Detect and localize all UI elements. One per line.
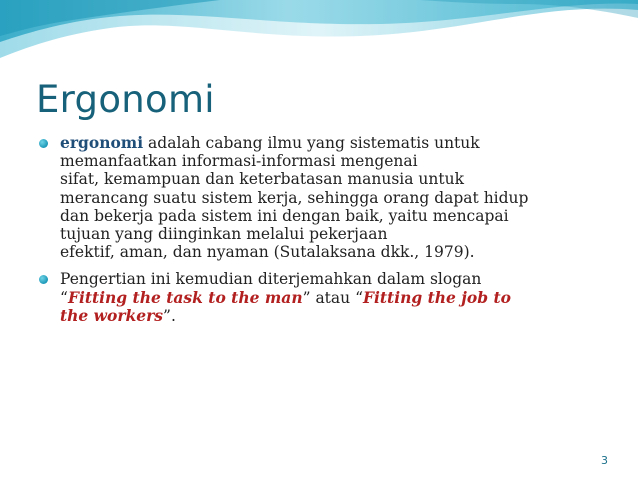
bullet-item-definition: [36, 134, 611, 261]
slogan-connector: ” atau “: [302, 288, 363, 307]
bullet-icon: [39, 275, 48, 284]
open-quote: “: [60, 288, 68, 307]
bullet-icon: [39, 139, 48, 148]
bullet2-line2: [60, 289, 611, 307]
bullet1-line4: merancang suatu sistem kerja, sehingga orang dapat hidup: [60, 188, 529, 207]
page-number: 3: [601, 454, 608, 467]
bullet1-line2: memanfaatkan informasi-informasi mengenai: [60, 152, 418, 171]
bullet1-line3: sifat, kemampuan dan keterbatasan manusia untuk: [60, 170, 464, 189]
bullet1-line5: dan bekerja pada sistem ini dengan baik, yaitu mencapai: [60, 206, 509, 225]
close-quote: ”.: [163, 306, 176, 325]
bullet2-line1: Pengertian ini kemudian diterjemahkan dalam slogan: [60, 270, 482, 289]
bullet2-line3: [60, 307, 611, 325]
bullet1-line7: efektif, aman, dan nyaman (Sutalaksana dkk., 1979).: [60, 243, 475, 262]
decorative-wave-header: [0, 0, 638, 80]
bullet1-line6: tujuan yang diinginkan melalui pekerjaan: [60, 225, 388, 244]
bullet1-line1-text: adalah cabang ilmu yang sistematis untuk: [143, 134, 480, 152]
bullet-item-slogan: [36, 270, 611, 325]
slide-title: Ergonomi: [36, 78, 215, 121]
slogan-job-part1: Fitting the job to: [363, 287, 511, 307]
slogan-task-to-man: Fitting the task to the man: [67, 287, 303, 307]
slogan-job-part2: the workers: [60, 305, 164, 325]
bullet1-line1: [60, 134, 611, 152]
term-ergonomi: ergonomi: [60, 133, 144, 152]
bullet-list: [36, 134, 611, 334]
